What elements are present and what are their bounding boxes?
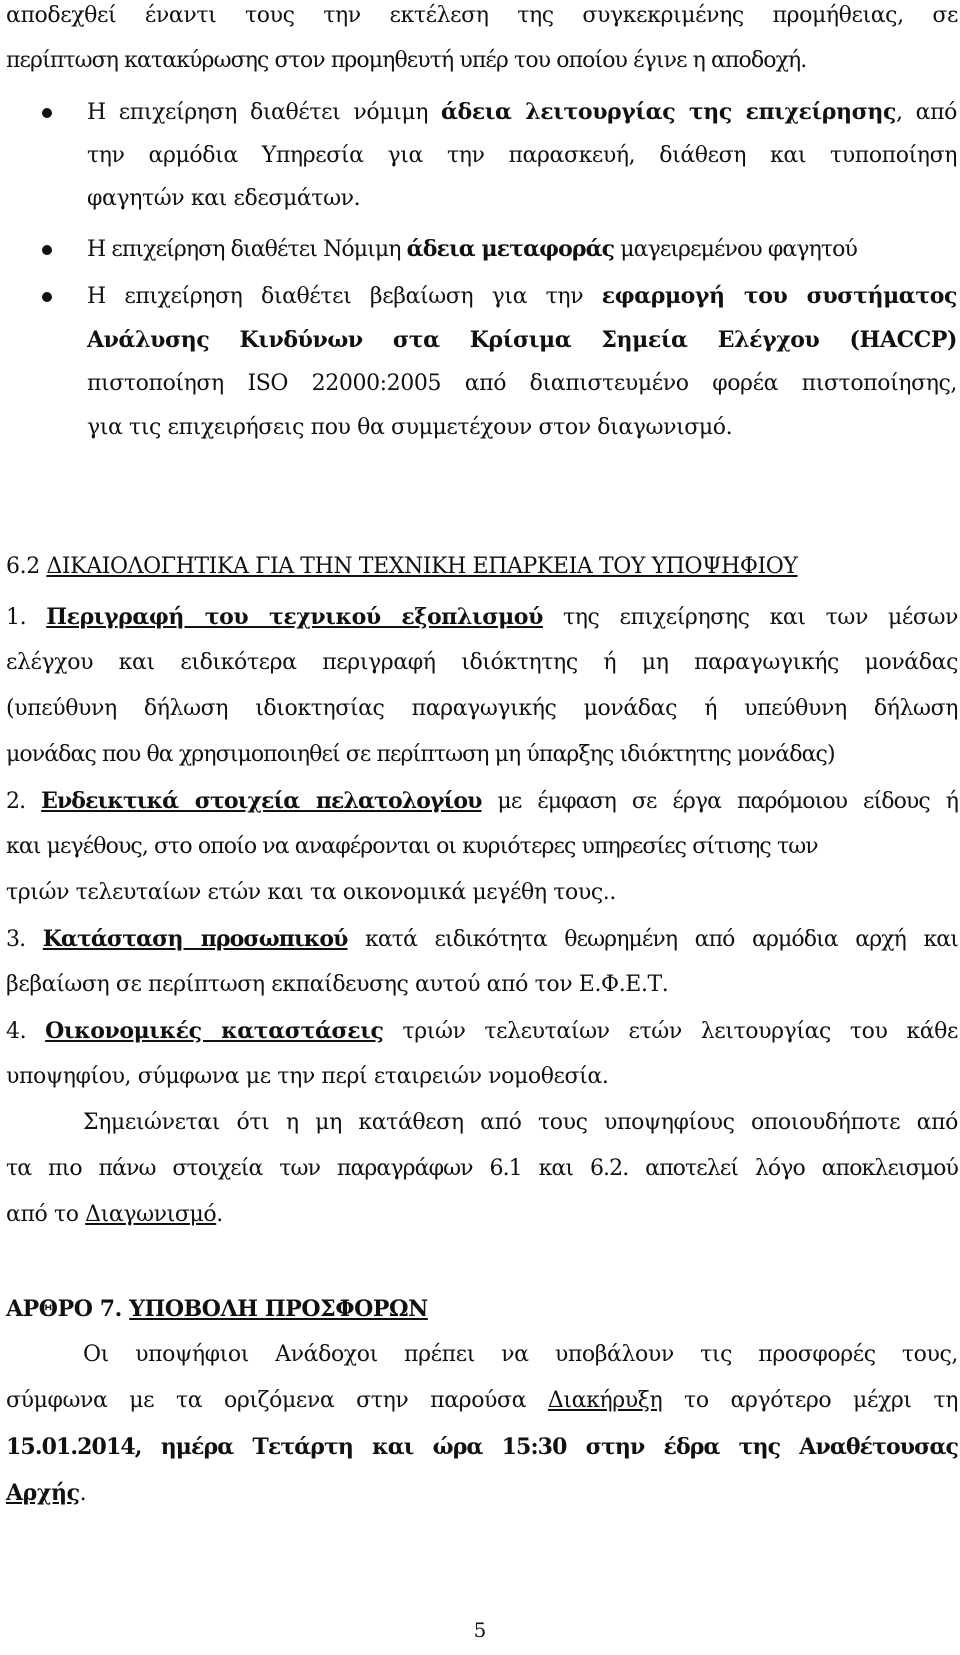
bullet-icon: [42, 245, 52, 255]
bold-term: άδεια μεταφοράς: [406, 236, 615, 262]
text-run: τριών τελευταίων ετών λειτουργίας του κάθε: [383, 1019, 958, 1044]
bold-term: Αρχής: [6, 1480, 80, 1506]
text-run: .: [79, 1481, 87, 1506]
list-item: [6, 924, 958, 955]
text-run: Διαγωνισμό: [85, 1202, 217, 1227]
bullet-text-line: [87, 325, 957, 356]
section-heading: [6, 552, 960, 582]
bullet-text-line: για τις επιχειρήσεις που θα συμμετέχουν στον διαγωνισμό.: [87, 415, 733, 440]
list-item: [6, 786, 958, 817]
text-run: της επιχείρησης και των μέσων: [542, 605, 958, 630]
bullet-text: [87, 234, 957, 265]
article-paragraph: Οι υποψήφιοι Ανάδοχοι πρέπει να υποβάλουν τις προσφορές τους,: [83, 1342, 958, 1367]
bullet-text: [87, 281, 957, 312]
paragraph-line: περίπτωση κατακύρωσης στον προμηθευτή υπέρ του οποίου έγινε η αποδοχή.: [6, 48, 807, 73]
article-paragraph-line: [6, 1478, 960, 1509]
text-run: Διακήρυξη: [547, 1388, 663, 1413]
bold-term: Περιγραφή του τεχνικού εξοπλισμού: [46, 604, 543, 630]
bold-term: Οικονομικές καταστάσεις: [45, 1018, 384, 1044]
note-paragraph-line: [6, 1200, 960, 1230]
note-paragraph: Σημειώνεται ότι η μη κατάθεση από τους υποψηφίους οποιουδήποτε από: [83, 1110, 958, 1135]
bullet-icon: [42, 292, 52, 302]
list-item-line: ελέγχου και ειδικότερα περιγραφή ιδιόκτητης ή μη παραγωγικής μονάδας: [6, 650, 958, 675]
text-run: Η επιχείρηση διαθέτει Νόμιμη: [87, 237, 407, 262]
list-item-line: και μεγέθους, στο οποίο να αναφέρονται οι κυριότερες υπηρεσίες σίτισης των: [6, 834, 818, 859]
bold-term: εφαρμογή του συστήματος: [601, 283, 958, 309]
text-run: , από: [896, 100, 957, 125]
section-number: 6.2: [6, 554, 47, 579]
bold-term: άδεια λειτουργίας της επιχείρησης: [441, 99, 897, 125]
bold-term: Ενδεικτικά στοιχεία πελατολογίου: [41, 788, 482, 814]
article-paragraph-line: [6, 1386, 958, 1416]
article-heading: [6, 1294, 960, 1325]
item-number: 3.: [6, 927, 43, 952]
bullet-text-line: πιστοποίηση ISO 22000:2005 από διαπιστευμένο φορέα πιστοποίησης,: [87, 371, 957, 396]
list-item-line: τριών τελευταίων ετών και τα οικονομικά μεγέθη τους..: [6, 880, 616, 905]
page-number: 5: [473, 1618, 487, 1642]
article-title: ΥΠΟΒΟΛΗ ΠΡΟΣΦΟΡΩΝ: [129, 1296, 428, 1322]
item-number: 1.: [6, 605, 47, 630]
item-number: 4.: [6, 1019, 46, 1044]
text-run: .: [216, 1202, 223, 1227]
note-paragraph-line: τα πιο πάνω στοιχεία των παραγράφων 6.1 και 6.2. αποτελεί λόγο αποκλεισμού: [6, 1156, 958, 1181]
bullet-text: [87, 97, 957, 128]
text-run: το αργότερο μέχρι τη: [662, 1388, 959, 1413]
text-run: σύμφωνα με τα οριζόμενα στην παρούσα: [6, 1388, 548, 1413]
bold-term: 15.01.2014, ημέρα Τετάρτη και ώρα 15:30 στην έδρα της Αναθέτουσας: [6, 1434, 958, 1460]
bullet-text-line: φαγητών και εδεσμάτων.: [87, 186, 361, 211]
paragraph-line: αποδεχθεί έναντι τους την εκτέλεση της συγκεκριμένης προμήθειας, σε: [6, 3, 958, 28]
section-title: ΔΙΚΑΙΟΛΟΓΗΤΙΚΑ ΓΙΑ ΤΗΝ ΤΕΧΝΙΚΗ ΕΠΑΡΚΕΙΑ ΤΟΥ ΥΠΟΨΗΦΙΟΥ: [46, 554, 798, 579]
item-number: 2.: [6, 789, 42, 814]
list-item: [6, 1016, 958, 1047]
bullet-text-line: την αρμόδια Υπηρεσία για την παρασκευή, διάθεση και τυποποίηση: [87, 143, 957, 168]
text-run: Η επιχείρηση διαθέτει νόμιμη: [87, 100, 442, 125]
text-run: κατά ειδικότητα θεωρημένη από αρμόδια αρχή και: [347, 927, 958, 952]
text-run: με έμφαση σε έργα παρόμοιου είδους ή: [481, 789, 958, 814]
bullet-icon: [42, 108, 52, 118]
list-item-line: υποψηφίου, σύμφωνα με την περί εταιρειών νομοθεσία.: [6, 1064, 609, 1089]
list-item-line: βεβαίωση σε περίπτωση εκπαίδευσης αυτού από τον Ε.Φ.Ε.Τ.: [6, 972, 669, 997]
text-run: μαγειρεμένου φαγητού: [614, 237, 857, 262]
bold-term: Ανάλυσης Κινδύνων στα Κρίσιμα Σημεία Ελέγχου (HACCP): [87, 327, 957, 353]
list-item-line: (υπεύθυνη δήλωση ιδιοκτησίας παραγωγικής μονάδας ή υπεύθυνη δήλωση: [6, 696, 958, 721]
bold-term: Κατάσταση προσωπικού: [42, 926, 348, 952]
list-item-line: μονάδας που θα χρησιμοποιηθεί σε περίπτωση μη ύπαρξης ιδιόκτητης μονάδας): [6, 742, 835, 767]
text-run: Η επιχείρηση διαθέτει βεβαίωση για την: [87, 284, 602, 309]
list-item: [6, 602, 958, 633]
text-run: από το: [6, 1202, 86, 1227]
article-number: ΑΡΘΡΟ 7.: [6, 1296, 130, 1322]
article-paragraph-line: [6, 1432, 958, 1463]
